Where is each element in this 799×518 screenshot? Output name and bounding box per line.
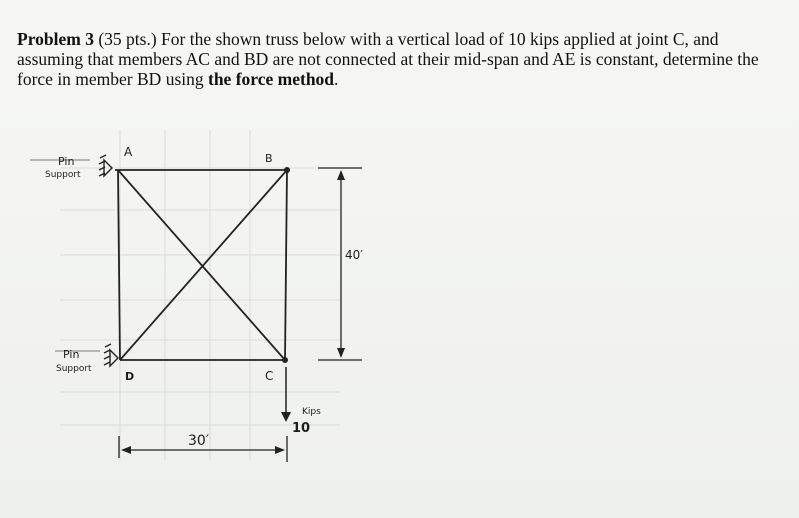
joint-a-label: A (124, 145, 133, 159)
joint-b-dot (284, 167, 290, 173)
top-support-label-line1: Pin (58, 155, 75, 168)
top-pin-support-symbol (99, 155, 112, 176)
truss-members (115, 170, 287, 360)
problem-text: For the shown truss below with a vertical load of 10 kips applied at joint C, and assuming that members AC and BD are not connected at their mid-span and AE is constant, determine the force in member BD using (17, 29, 759, 89)
graph-paper-grid (60, 130, 340, 460)
member-bc (285, 170, 287, 360)
height-dimension (318, 168, 362, 360)
member-ac (118, 170, 285, 360)
bottom-support-label-line2: Support (56, 364, 92, 374)
joint-d-label: D (125, 370, 135, 383)
top-support-label-line2: Support (45, 170, 81, 180)
width-dimension-label: 30′ (188, 433, 209, 449)
load-value-label: 10 (292, 421, 311, 436)
joint-c-label: C (265, 369, 274, 383)
member-bd (120, 170, 287, 360)
joint-c-dot (282, 357, 288, 363)
problem-points: (35 pts.) (98, 29, 157, 49)
load-unit-label: Kips (302, 407, 321, 417)
bottom-support-label-line1: Pin (63, 348, 80, 361)
problem-statement: Problem 3 (35 pts.) For the shown truss below with a vertical load of 10 kips applied at joint C, and assuming that members AC and BD are not connected at their mid-span and AE is constant, determine the force in member BD using the force method. (17, 29, 759, 89)
load-arrow (281, 367, 291, 422)
method-emphasis: the force method (208, 69, 335, 89)
problem-heading: Problem 3 (17, 29, 94, 49)
bottom-pin-support-symbol (104, 344, 118, 366)
joint-b-label: B (265, 152, 273, 165)
height-dimension-label: 40′ (345, 248, 363, 262)
